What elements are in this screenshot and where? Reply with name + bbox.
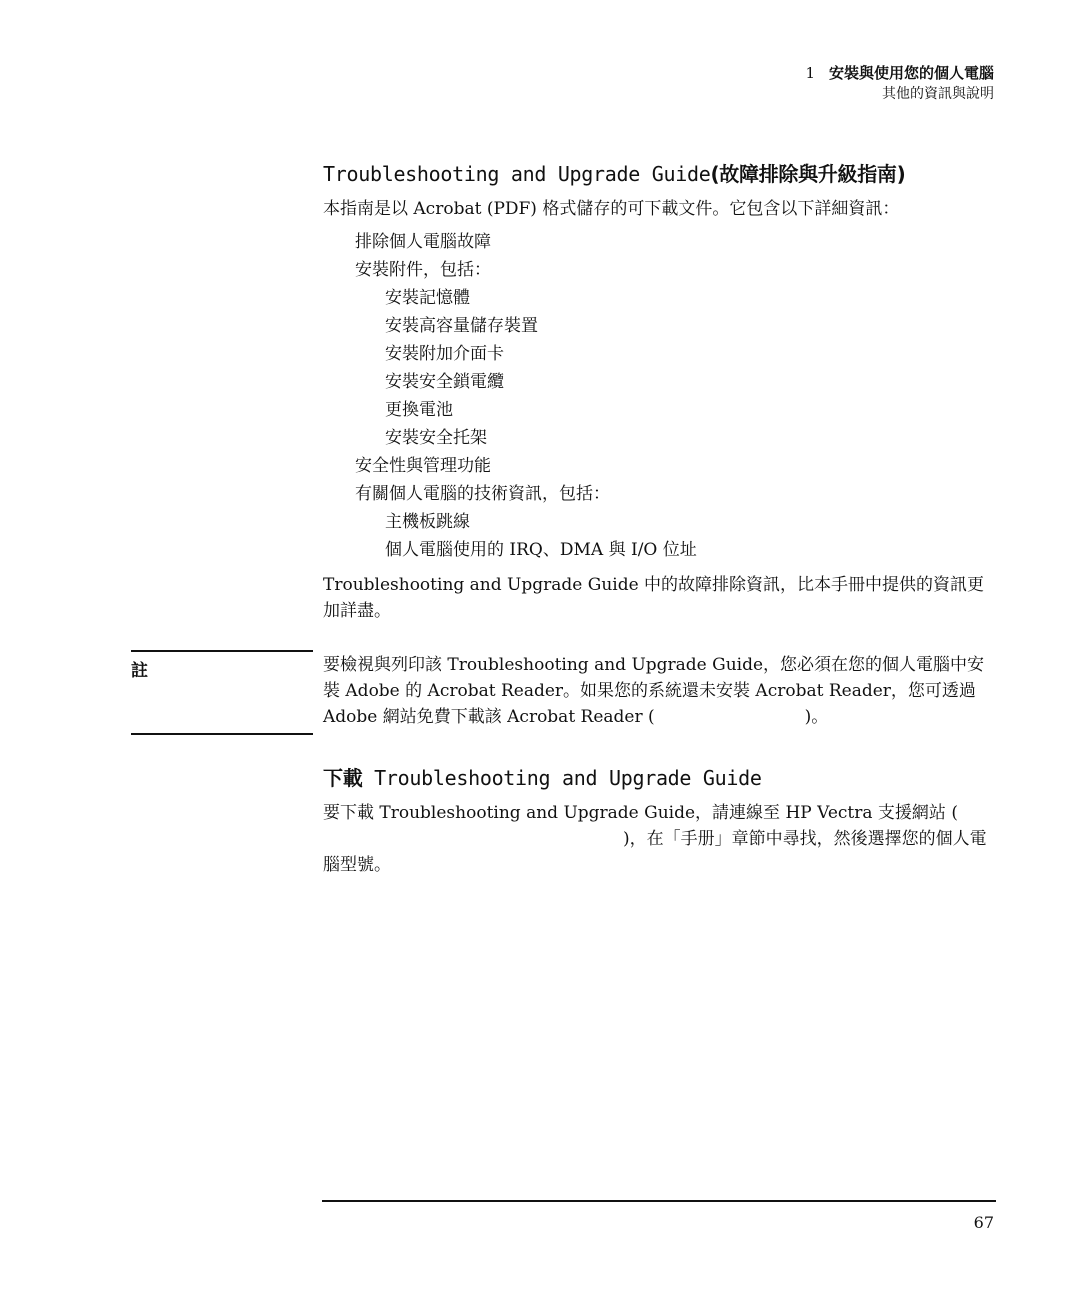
download-text-a: 要下載 Troubleshooting and Upgrade Guide，請連線至 HP Vectra 支援網站 (	[323, 803, 958, 823]
guide-intro: 本指南是以 Acrobat (PDF) 格式儲存的可下載文件。它包含以下詳細資訊：	[323, 199, 900, 219]
footer-rule	[322, 1200, 996, 1202]
list-item: 安裝安全托架	[385, 428, 487, 448]
list-item: 排除個人電腦故障	[355, 232, 491, 252]
download-text	[323, 800, 996, 878]
download-title-en: Troubleshooting and Upgrade Guide	[374, 766, 762, 790]
download-title-cjk: 下載	[323, 766, 363, 790]
chapter-number: 1	[805, 64, 815, 82]
chapter-title: 安裝與使用您的個人電腦	[828, 64, 994, 82]
download-text-b: )，在「手册」章節中尋找，然後選擇您的個人電腦型號。	[323, 829, 987, 875]
running-header	[805, 62, 994, 104]
list-item: 更換電池	[385, 400, 453, 420]
list-item: 安裝記憶體	[385, 288, 470, 308]
note-divider	[131, 733, 313, 735]
list-item: 安裝安全鎖電纜	[385, 372, 504, 392]
list-item: 安裝附加介面卡	[385, 344, 504, 364]
guide-title-en: Troubleshooting and Upgrade Guide	[323, 162, 711, 186]
download-section	[323, 764, 996, 878]
guide-title-cjk: (故障排除與升級指南)	[710, 162, 906, 186]
guide-title	[323, 160, 996, 188]
guide-closing: Troubleshooting and Upgrade Guide 中的故障排除資訊，比本手冊中提供的資訊更加詳盡。	[323, 575, 985, 621]
note-text-b: )。	[804, 707, 829, 727]
section-title: 其他的資訊與說明	[882, 86, 994, 102]
note-label: 註	[131, 650, 313, 681]
page-number: 67	[973, 1213, 994, 1232]
note-text	[323, 652, 996, 730]
note-body	[323, 652, 996, 730]
download-title	[323, 764, 996, 792]
guide-section	[323, 160, 996, 624]
topic-list	[323, 228, 996, 564]
note-text-a: 要檢視與列印該 Troubleshooting and Upgrade Guide，您必須在您的個人電腦中安裝 Adobe 的 Acrobat Reader。如果您的系統還未安裝 Acrobat Reader，您可透過 Adobe 網站免費下載該 Acrobat Reader (	[323, 655, 985, 727]
list-item: 主機板跳線	[385, 512, 470, 532]
chapter-heading	[805, 62, 994, 84]
list-item: 個人電腦使用的 IRQ、DMA 與 I/O 位址	[385, 540, 697, 560]
list-item: 安裝附件，包括：	[355, 260, 491, 280]
list-item: 有關個人電腦的技術資訊，包括：	[355, 484, 610, 504]
list-item: 安全性與管理功能	[355, 456, 491, 476]
list-item: 安裝高容量儲存裝置	[385, 316, 538, 336]
